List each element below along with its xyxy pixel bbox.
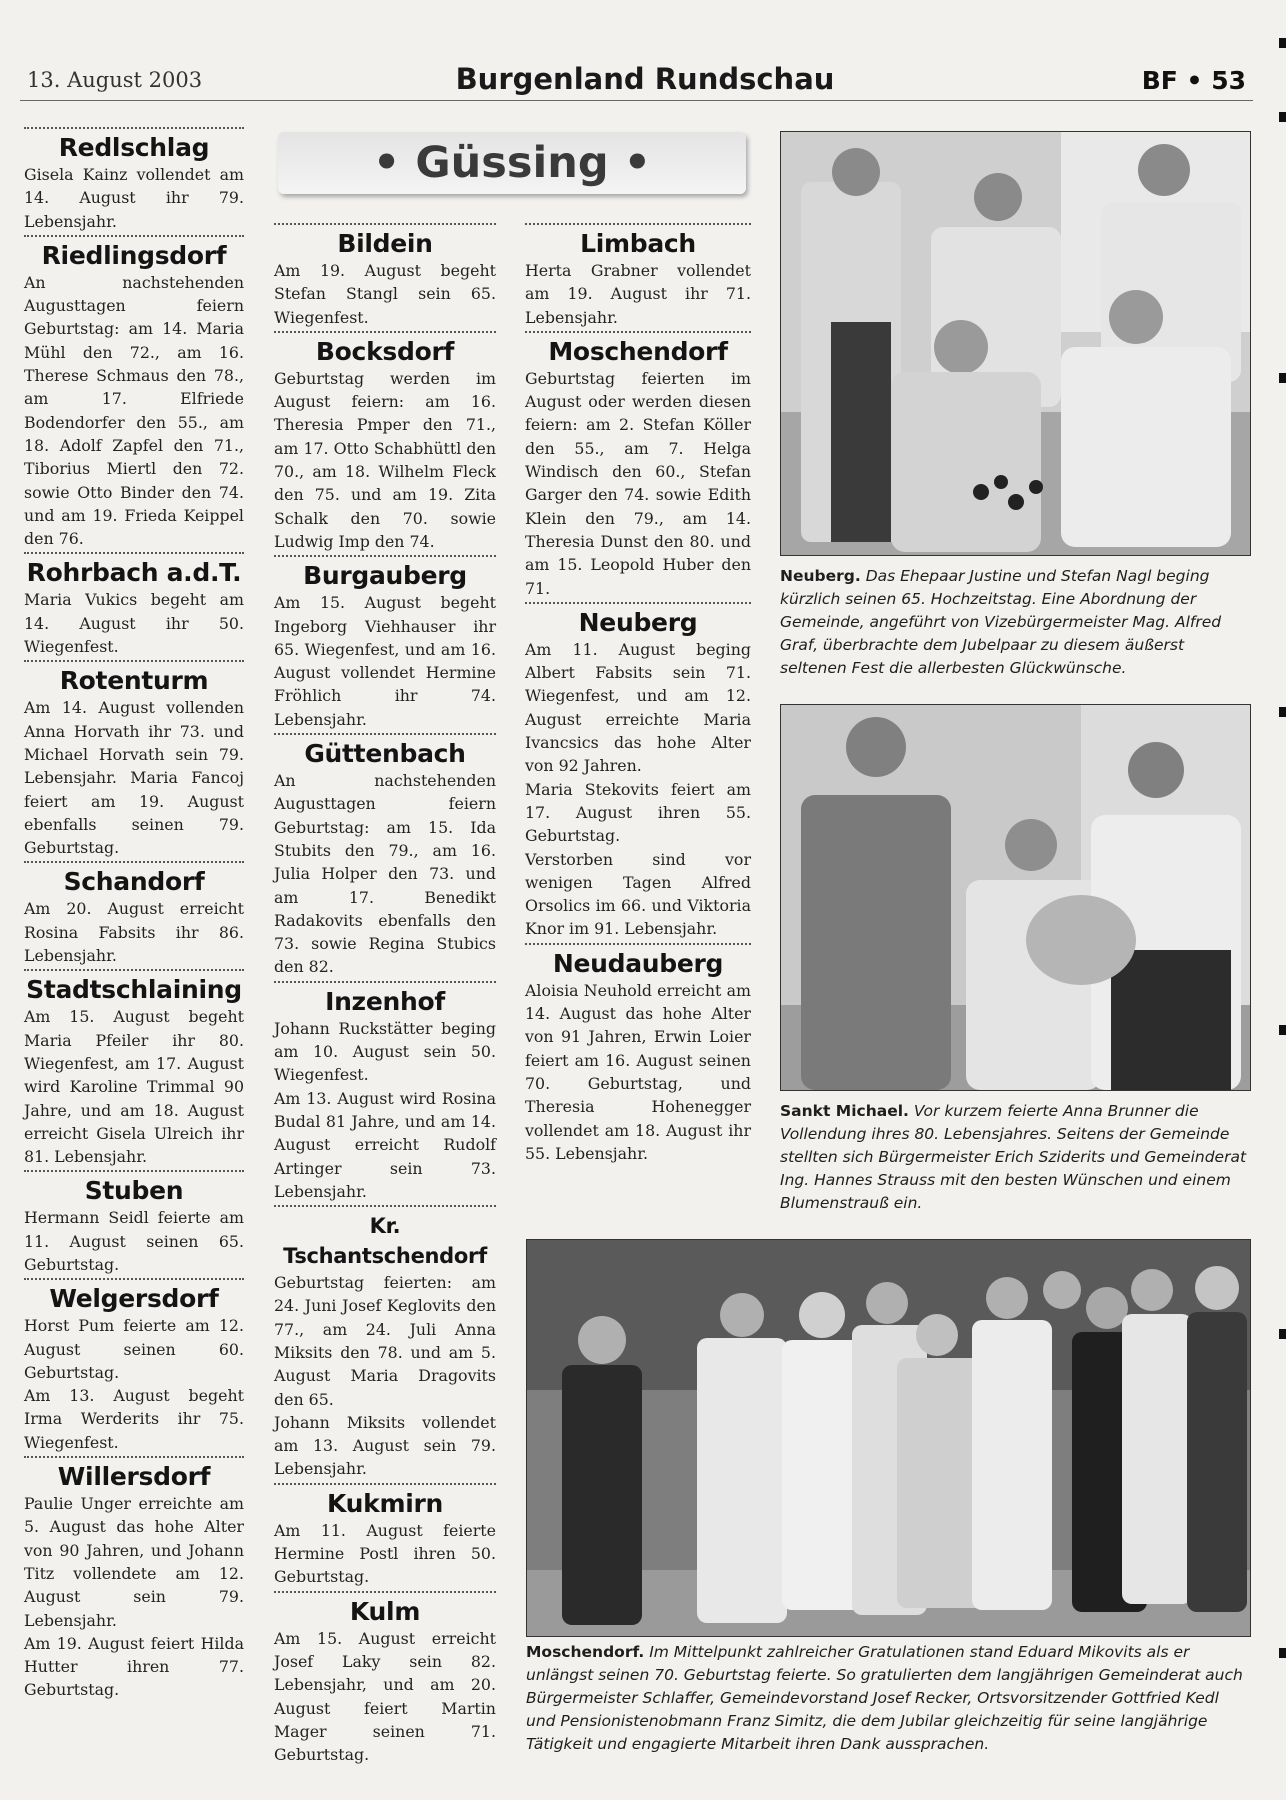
- section-title-banner: • Güssing •: [278, 132, 746, 194]
- notice-text: Aloisia Neuhold erreicht am 14. August das hohe Alter von 91 Jahren, Erwin Loier feiert am 16. August seinen 70. Geburtstag, und Theresia Hohenegger vollendet am 18. August ihr 55. Lebensjahr.: [525, 980, 751, 1163]
- scan-edge-mark: [1279, 1025, 1286, 1035]
- notice-text: Am 15. August erreicht Josef Laky sein 82. Lebensjahr, und am 20. August feiert Martin Mager seinen 71. Geburtstag.: [274, 1628, 496, 1765]
- notice-text: Johann Ruckstätter beging am 10. August sein 50. Wiegenfest.: [274, 1018, 496, 1085]
- dotted-divider: [274, 1483, 496, 1485]
- notice-text: Am 15. August begeht Ingeborg Viehhauser ihr 65. Wiegenfest, und am 16. August vollendet Hermine Fröhlich ihr 74. Lebensjahr.: [274, 593, 496, 729]
- dotted-divider: [274, 555, 496, 557]
- caption-sankt-michael: [780, 1100, 1250, 1215]
- dotted-divider: [24, 552, 244, 554]
- news-column-1: [24, 127, 244, 1704]
- notice-text: Maria Stekovits feiert am 17. August ihren 55. Geburtstag.: [525, 779, 751, 846]
- notice-text: Am 13. August begeht Irma Werderits ihr 75. Wiegenfest.: [24, 1386, 244, 1452]
- place-heading: Redlschlag: [58, 133, 210, 162]
- scan-edge-mark: [1279, 1648, 1286, 1658]
- scan-edge-mark: [1279, 1329, 1286, 1339]
- place-heading: Inzenhof: [325, 986, 445, 1016]
- birthday-notice: [24, 861, 244, 967]
- place-heading: Kr. Tschantschendorf: [283, 1214, 487, 1269]
- place-heading: Burgauberg: [303, 561, 467, 591]
- notice-text: Geburtstag feierten im August oder werden diesen feiern: am 2. Stefan Köller den 55., am 7. Helga Windisch den 60., Stefan Garger den 74. sowie Edith Klein den 79., am 14. Theresia Dunst den 80. und am 15. Leopold Huber den 71.: [525, 368, 751, 598]
- place-heading: Riedlingsdorf: [41, 240, 227, 270]
- place-heading: Neuberg: [578, 607, 698, 637]
- birthday-notice: [274, 331, 496, 553]
- photo-neuberg: [780, 131, 1251, 556]
- place-heading: Welgersdorf: [49, 1284, 219, 1314]
- place-heading: Rohrbach a.d.T.: [26, 558, 242, 588]
- place-heading: Stuben: [84, 1176, 184, 1206]
- dotted-divider: [24, 660, 244, 662]
- notice-text: Hermann Seidl feierte am 11. August seinen 65. Geburtstag.: [24, 1208, 244, 1274]
- birthday-notice: [24, 1456, 244, 1702]
- notice-text: Horst Pum feierte am 12. August seinen 60. Geburtstag.: [24, 1316, 244, 1382]
- scan-edge-mark: [1279, 707, 1286, 717]
- scan-edge-mark: [1279, 38, 1286, 48]
- birthday-notice: [24, 1278, 244, 1454]
- place-heading: Stadtschlaining: [26, 975, 242, 1005]
- notice-text: Am 19. August begeht Stefan Stangl sein 65. Wiegenfest.: [274, 261, 496, 327]
- notice-text: Gisela Kainz vollendet am 14. August ihr 79. Lebensjahr.: [24, 165, 244, 231]
- dotted-divider: [24, 235, 244, 237]
- notice-text: Am 19. August feiert Hilda Hutter ihren 77. Geburtstag.: [24, 1633, 244, 1700]
- place-heading: Neudauberg: [552, 948, 724, 978]
- notice-text: Am 20. August erreicht Rosina Fabsits ihr 86. Lebensjahr.: [24, 899, 244, 966]
- dotted-divider: [274, 223, 496, 225]
- birthday-notice: [24, 235, 244, 551]
- birthday-notice: [525, 331, 751, 600]
- birthday-notice: [274, 223, 496, 329]
- caption-place: Neuberg.: [780, 567, 861, 585]
- birthday-notice: [274, 1591, 496, 1767]
- notice-text: Johann Miksits vollendet am 13. August sein 79. Lebensjahr.: [274, 1412, 496, 1479]
- notice-text: Maria Vukics begeht am 14. August ihr 50. Wiegenfest.: [24, 590, 244, 657]
- place-heading: Willersdorf: [57, 1462, 211, 1492]
- dotted-divider: [274, 733, 496, 735]
- notice-text: Herta Grabner vollendet am 19. August ihr 71. Lebensjahr.: [525, 261, 751, 327]
- birthday-notice: [274, 1205, 496, 1481]
- notice-text: Am 15. August begeht Maria Pfeiler ihr 80. Wiegenfest, am 17. August wird Karoline Trimmal 90 Jahre, und am 18. August erreicht Gisela Ulreich ihr 81. Lebensjahr.: [24, 1007, 244, 1167]
- dotted-divider: [274, 1591, 496, 1593]
- place-heading: Rotenturm: [59, 666, 209, 696]
- birthday-notice: [24, 552, 244, 658]
- issue-date: 13. August 2003: [27, 68, 203, 92]
- header-rule: [20, 100, 1253, 101]
- birthday-notice: [274, 1483, 496, 1589]
- birthday-notice: [24, 1170, 244, 1276]
- birthday-notice: [24, 660, 244, 859]
- birthday-notice: [24, 969, 244, 1168]
- caption-place: Moschendorf.: [526, 1643, 645, 1661]
- dotted-divider: [525, 943, 751, 945]
- notice-text: Am 13. August wird Rosina Budal 81 Jahre, und am 14. August erreicht Rudolf Artinger sein 73. Lebensjahr.: [274, 1088, 496, 1201]
- birthday-notice: [24, 127, 244, 233]
- notice-text: Verstorben sind vor wenigen Tagen Alfred Orsolics im 66. und Viktoria Knor im 91. Lebensjahr.: [525, 849, 751, 939]
- news-column-3: [525, 223, 751, 1167]
- caption-text: Das Ehepaar Justine und Stefan Nagl beging kürzlich seinen 65. Hochzeitstag. Eine Abordnung der Gemeinde, angeführt von Vizebürgermeister Mag. Alfred Graf, überbrachte dem Jubelpaar zu diesem äußerst seltenen Fest die allerbesten Glückwünsche.: [780, 567, 1222, 677]
- place-heading: Limbach: [580, 229, 696, 258]
- place-heading: Bocksdorf: [315, 336, 455, 366]
- place-heading: Kulm: [349, 1596, 421, 1626]
- news-column-2: [274, 223, 496, 1768]
- newspaper-title: Burgenland Rundschau: [455, 62, 835, 96]
- birthday-notice: [525, 223, 751, 329]
- notice-text: An nachstehenden Augusttagen feiern Geburtstag: am 15. Ida Stubits den 79., am 16. Julia Holper den 73. und am 17. Benedikt Radakovits ebenfalls den 73. sowie Regina Stubics den 82.: [274, 771, 496, 977]
- place-heading: Schandorf: [63, 867, 205, 897]
- place-heading: Kukmirn: [326, 1488, 443, 1518]
- birthday-notice: [525, 602, 751, 941]
- page-number: BF • 53: [1141, 66, 1246, 95]
- caption-neuberg: [780, 565, 1250, 680]
- place-heading: Bildein: [337, 229, 433, 258]
- dotted-divider: [274, 981, 496, 983]
- birthday-notice: [274, 555, 496, 731]
- caption-place: Sankt Michael.: [780, 1102, 909, 1120]
- caption-text: Im Mittelpunkt zahlreicher Gratulationen stand Eduard Mikovits als er unlängst seinen 70. Geburtstag feierte. So gratulierten dem langjährigen Gemeinderat auch Bürgermeister Schlaffer, Gemeindevorstand Josef Recker, Ortsvorsitzender Gottfried Kedl und Pensionistenobmann Franz Simitz, die dem Jubilar gleichzeitig für seine langjährige Tätigkeit und engagierte Mitarbeit ihren Dank aussprachen.: [526, 1643, 1243, 1753]
- notice-text: Am 14. August vollenden Anna Horvath ihr 73. und Michael Horvath sein 79. Lebensjahr. Maria Fancoj feiert am 19. August ebenfalls seinen 79. Geburtstag.: [24, 698, 244, 858]
- dotted-divider: [525, 331, 751, 333]
- scan-edge-mark: [1279, 373, 1286, 383]
- dotted-divider: [24, 861, 244, 863]
- birthday-notice: [525, 943, 751, 1165]
- photo-moschendorf: [526, 1239, 1251, 1637]
- dotted-divider: [274, 1205, 496, 1207]
- dotted-divider: [24, 1170, 244, 1172]
- caption-moschendorf: [526, 1641, 1250, 1756]
- dotted-divider: [525, 223, 751, 225]
- notice-text: Paulie Unger erreichte am 5. August das hohe Alter von 90 Jahren, und Johann Titz vollendete am 12. August sein 79. Lebensjahr.: [24, 1494, 244, 1630]
- notice-text: Am 11. August beging Albert Fabsits sein 71. Wiegenfest, und am 12. August erreichte Maria Ivancsics das hohe Alter von 92 Jahren.: [525, 639, 751, 776]
- birthday-notice: [274, 733, 496, 979]
- dotted-divider: [24, 1278, 244, 1280]
- photo-sankt-michael: [780, 704, 1251, 1091]
- dotted-divider: [274, 331, 496, 333]
- place-heading: Moschendorf: [548, 336, 728, 366]
- caption-text: Vor kurzem feierte Anna Brunner die Vollendung ihres 80. Lebensjahres. Seitens der Gemeinde stellten sich Bürgermeister Erich Sziderits und Gemeinderat Ing. Hannes Strauss mit den besten Wünschen und einem Blumenstrauß ein.: [780, 1102, 1247, 1212]
- dotted-divider: [24, 1456, 244, 1458]
- dotted-divider: [24, 969, 244, 971]
- dotted-divider: [24, 127, 244, 129]
- notice-text: Geburtstag feierten: am 24. Juni Josef Keglovits den 77., am 24. Juli Anna Miksits den 78. und am 5. August Maria Dragovits den 65.: [274, 1273, 496, 1409]
- notice-text: An nachstehenden Augusttagen feiern Geburtstag: am 14. Maria Mühl den 72., am 16. Therese Schmaus den 78., am 17. Elfriede Bodendorfer den 55., am 18. Adolf Zapfel den 71., Tiborius Miertl den 72. sowie Otto Binder den 74. und am 19. Frieda Keippel den 76.: [24, 272, 244, 549]
- birthday-notice: [274, 981, 496, 1203]
- notice-text: Am 11. August feierte Hermine Postl ihren 50. Geburtstag.: [274, 1520, 496, 1587]
- notice-text: Geburtstag werden im August feiern: am 16. Theresia Pmper den 71., am 17. Otto Schabhüttl den 70., am 18. Wilhelm Fleck den 75. und am 19. Zita Schalk den 70. sowie Ludwig Imp den 74.: [274, 368, 496, 551]
- scan-edge-mark: [1279, 112, 1286, 122]
- dotted-divider: [525, 602, 751, 604]
- place-heading: Güttenbach: [304, 739, 466, 769]
